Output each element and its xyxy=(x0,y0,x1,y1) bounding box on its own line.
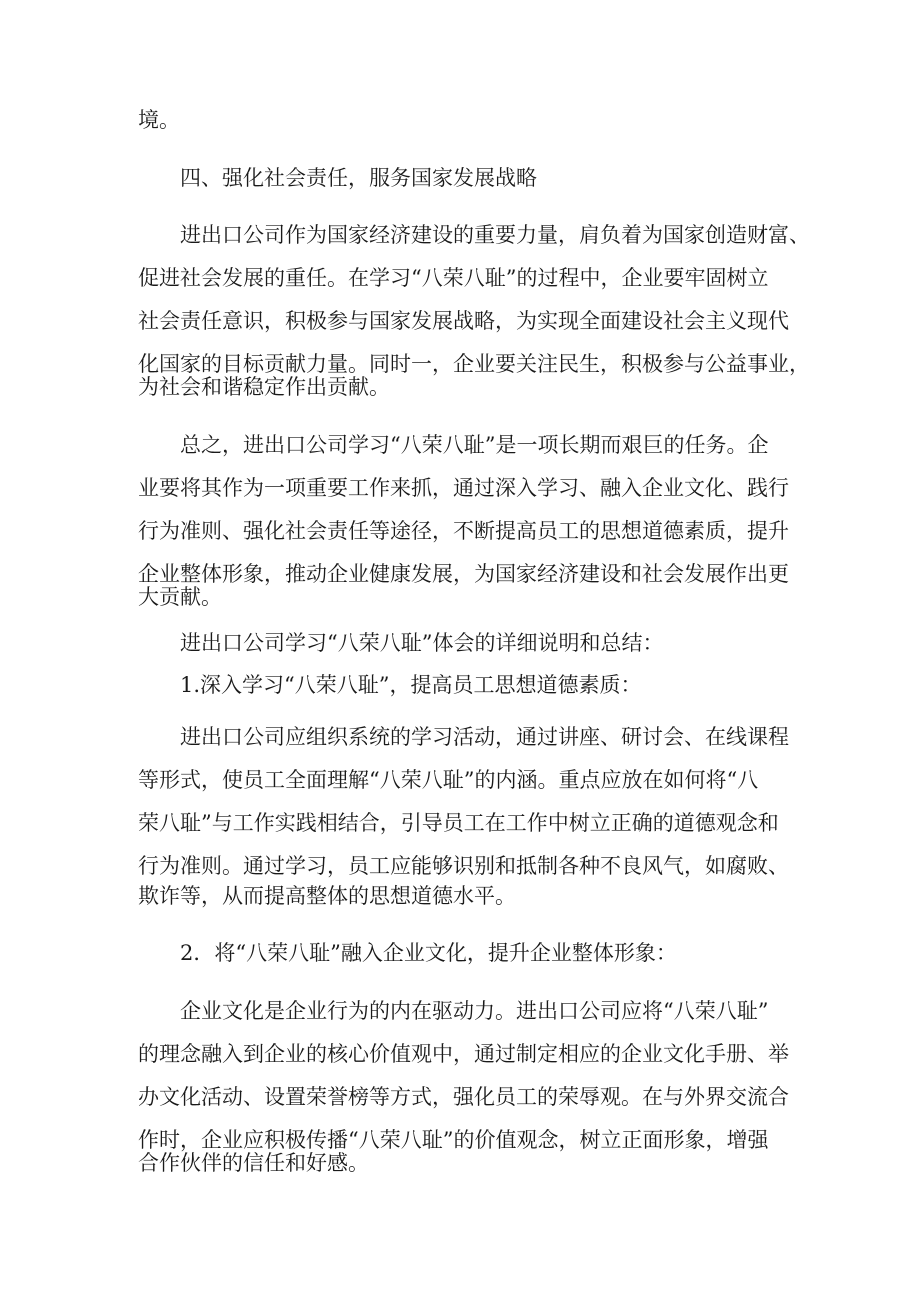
text-line: 业要将其作为一项重要工作来抓，通过深入学习、融入企业文化、践行 xyxy=(138,476,789,500)
text-line: 行为准则。通过学习，员工应能够识别和抵制各种不良风气，如腐败、 xyxy=(138,854,789,878)
text-line: 企业文化是企业行为的内在驱动力。进出口公司应将“八荣八耻” xyxy=(180,999,769,1023)
text-line: 欺诈等，从而提高整体的思想道德水平。 xyxy=(138,884,516,908)
text-line: 行为准则、强化社会责任等途径，不断提高员工的思想道德素质，提升 xyxy=(138,519,789,543)
text-line: 社会责任意识，积极参与国家发展战略，为实现全面建设社会主义现代 xyxy=(138,309,789,333)
text-line: 化国家的目标贡献力量。同时一，企业要关注民生，积极参与公益事业， xyxy=(138,352,810,376)
section-heading: 四、强化社会责任，服务国家发展战略 xyxy=(180,166,537,190)
text-line: 等形式，使员工全面理解“八荣八耻”的内涵。重点应放在如何将“八 xyxy=(138,768,759,792)
text-line: 进出口公司作为国家经济建设的重要力量，肩负着为国家创造财富、 xyxy=(180,223,810,247)
text-line: 总之，进出口公司学习“八荣八耻”是一项长期而艰巨的任务。企 xyxy=(180,433,769,457)
text-line: 的理念融入到企业的核心价值观中，通过制定相应的企业文化手册、举 xyxy=(138,1042,789,1066)
text-line: 大贡献。 xyxy=(138,585,222,609)
text-line: 进出口公司应组织系统的学习活动，通过讲座、研讨会、在线课程 xyxy=(180,725,789,749)
text-line: 办文化活动、设置荣誉榜等方式，强化员工的荣辱观。在与外界交流合 xyxy=(138,1085,789,1109)
text-line: 进出口公司学习“八荣八耻”体会的详细说明和总结： xyxy=(180,631,664,655)
text-line: 促进社会发展的重任。在学习“八荣八耻”的过程中，企业要牢固树立 xyxy=(138,266,769,290)
text-line: 作时，企业应积极传播“八荣八耻”的价值观念，树立正面形象，增强 xyxy=(138,1128,769,1152)
text-line: 合作伙伴的信任和好感。 xyxy=(138,1151,369,1175)
text-line: 境。 xyxy=(138,108,180,132)
section-heading: 1.深入学习“八荣八耻”，提高员工思想道德素质： xyxy=(180,673,642,697)
text-line: 企业整体形象，推动企业健康发展，为国家经济建设和社会发展作出更 xyxy=(138,562,789,586)
text-line: 为社会和谐稳定作出贡献。 xyxy=(138,375,390,399)
section-heading: 2．将“八荣八耻”融入企业文化，提升企业整体形象： xyxy=(180,941,677,965)
text-line: 荣八耻”与工作实践相结合，引导员工在工作中树立正确的道德观念和 xyxy=(138,811,779,835)
